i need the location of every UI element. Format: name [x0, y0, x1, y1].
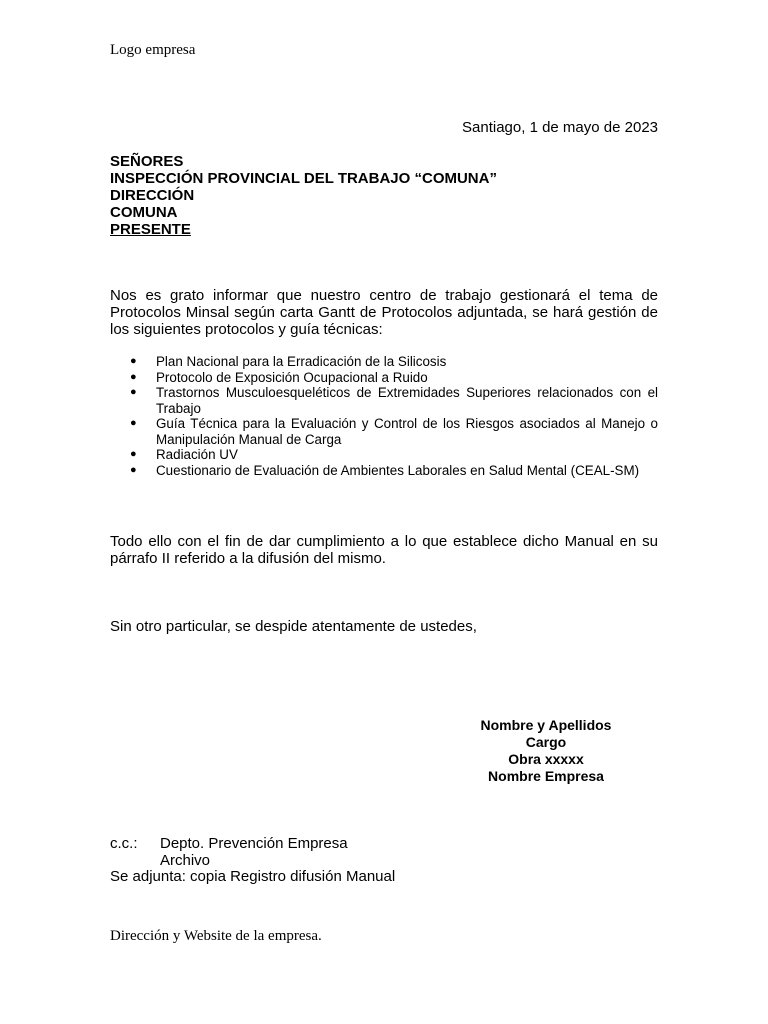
list-item — [110, 354, 658, 370]
recipient-block — [110, 153, 497, 238]
signature-name: Nombre y Apellidos — [480, 717, 612, 733]
list-item-text: Guía Técnica para la Evaluación y Control de los Riesgos asociados al Manejo o Manipulación Manual de Carga — [156, 416, 658, 447]
cc-recipient-2: Archivo — [160, 852, 211, 869]
list-item-text: Plan Nacional para la Erradicación de la Silicosis — [156, 354, 447, 369]
list-item — [110, 385, 658, 416]
protocol-list — [110, 354, 658, 478]
signature-company: Nombre Empresa — [488, 768, 604, 784]
list-item-text: Radiación UV — [156, 447, 238, 462]
company-logo-placeholder: Logo empresa — [110, 42, 196, 58]
recipient-line-4: COMUNA — [110, 204, 178, 221]
bullet-icon: ● — [130, 355, 137, 367]
recipient-line-3: DIRECCIÓN — [110, 187, 195, 204]
cc-block — [110, 835, 348, 869]
farewell-line: Sin otro particular, se despide atentamente de ustedes, — [110, 618, 477, 635]
cc-label: c.c.: — [110, 835, 138, 852]
list-item-text: Protocolo de Exposición Ocupacional a Ruido — [156, 369, 428, 385]
bullet-icon: ● — [130, 448, 137, 460]
closing-paragraph: Todo ello con el fin de dar cumplimiento a lo que establece dicho Manual en su párrafo II referido a la difusión del mismo. — [110, 533, 658, 567]
bullet-icon: ● — [130, 463, 137, 476]
list-item-text: Cuestionario de Evaluación de Ambientes Laborales en Salud Mental (CEAL-SM) — [156, 462, 640, 478]
list-item — [110, 447, 658, 463]
recipient-line-2: INSPECCIÓN PROVINCIAL DEL TRABAJO “COMUNA” — [110, 170, 497, 187]
signature-project: Obra xxxxx — [508, 751, 584, 767]
attachment-line: Se adjunta: copia Registro difusión Manual — [110, 868, 396, 885]
footer-text: Dirección y Website de la empresa. — [110, 928, 322, 944]
signature-position: Cargo — [525, 734, 567, 750]
list-item — [110, 463, 658, 479]
list-item-text: Trastornos Musculoesqueléticos de Extremidades Superiores relacionados con el Trabajo — [156, 385, 658, 416]
list-item — [110, 370, 658, 386]
bullet-icon: ● — [130, 386, 137, 398]
date-line: Santiago, 1 de mayo de 2023 — [462, 119, 658, 136]
intro-paragraph: Nos es grato informar que nuestro centro de trabajo gestionará el tema de Protocolos Minsal según carta Gantt de Protocolos adjuntada, se hará gestión de los siguientes protocolos y guía técnicas: — [110, 287, 658, 338]
recipient-line-5: PRESENTE — [110, 221, 191, 238]
bullet-icon: ● — [130, 417, 137, 429]
recipient-line-1: SEÑORES — [110, 153, 184, 170]
bullet-icon: ● — [130, 370, 137, 383]
cc-recipient-1: Depto. Prevención Empresa — [160, 835, 348, 852]
list-item — [110, 416, 658, 447]
signature-block — [436, 717, 656, 785]
